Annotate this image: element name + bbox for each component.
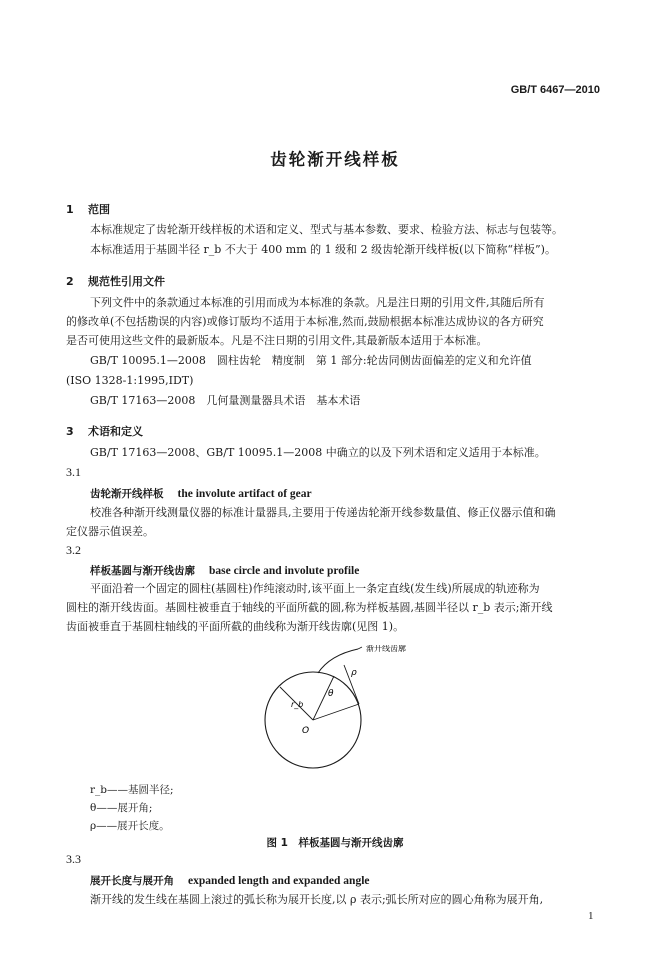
legend-item: r_b——基圆半径; [90,784,174,796]
legend-item: ρ——展开长度。 [90,820,170,832]
paragraph-line: 是否可使用这些文件的最新版本。凡是不注日期的引用文件,其最新版本适用于本标准。 [66,334,488,347]
reference-item-cont: (ISO 1328-1:1995,IDT) [66,374,194,387]
term-cn: 齿轮渐开线样板 [90,488,164,500]
paragraph: 本标准规定了齿轮渐开线样板的术语和定义、型式与基本参数、要求、检验方法、标志与包装等。 [90,223,563,236]
definition-line: 平面沿着一个固定的圆柱(基圆柱)作纯滚动时,该平面上一条定直线(发生线)所展成的轨迹称为 [90,582,540,595]
subsection-number: 3.2 [66,543,81,557]
section-number: 2 [66,275,74,288]
term-cn: 样板基圆与渐开线齿廓 [90,565,195,577]
legend-item: θ——展开角; [90,802,153,814]
subsection-number: 3.3 [66,852,81,866]
term-cn: 展开长度与展开角 [90,875,174,887]
term-en: the involute artifact of gear [177,488,312,500]
section-title: 范围 [88,203,110,216]
term-en: expanded length and expanded angle [188,875,370,887]
definition-line: 校准各种渐开线测量仪器的标准计量器具,主要用于传递齿轮渐开线参数量值、修正仪器示值和确 [90,506,556,519]
rho-label: ρ [351,668,357,678]
definition-line: 定仪器示值误差。 [66,525,154,538]
reference-item: GB/T 17163—2008 几何量测量器具术语 基本术语 [90,394,361,407]
section-1-heading [66,201,110,217]
section-title: 规范性引用文件 [88,275,165,288]
paragraph-line: 下列文件中的条款通过本标准的引用而成为本标准的条款。凡是注日期的引用文件,其随后所有 [90,296,545,309]
involute-label: 渐开线齿廓 [366,645,406,653]
term-heading [90,873,370,888]
theta-label: θ [328,689,334,699]
section-3-heading [66,423,143,439]
subsection-number: 3.1 [66,465,81,479]
section-2-heading [66,273,165,289]
section-number: 3 [66,425,74,438]
figure-caption: 图 1 样板基圆与渐开线齿廓 [266,837,404,849]
document-title: 齿轮渐开线样板 [270,150,400,169]
paragraph: 本标准适用于基圆半径 r_b 不大于 400 mm 的 1 级和 2 级齿轮渐开线样板(以下简称“样板”)。 [90,243,556,256]
page-number: 1 [588,910,594,922]
reference-item: GB/T 10095.1—2008 圆柱齿轮 精度制 第 1 部分:轮齿同侧齿面偏差的定义和允许值 [90,354,532,367]
definition-line: 圆柱的渐开线齿面。基圆柱被垂直于轴线的平面所截的圆,称为样板基圆,基圆半径以 r_b 表示;渐开线 [66,601,553,614]
section-title: 术语和定义 [88,425,143,438]
paragraph: GB/T 17163—2008、GB/T 10095.1—2008 中确立的以及下列术语和定义适用于本标准。 [90,446,546,459]
center-label: O [302,726,310,736]
rb-label: r_b [291,700,304,709]
term-heading [90,563,359,578]
paragraph-line: 的修改单(不包括勘误的内容)或修订版均不适用于本标准,然而,鼓励根据本标准达成协议的各方研究 [66,315,544,328]
involute-leader [358,647,362,649]
section-number: 1 [66,203,74,216]
figure-base-circle-involute [240,645,480,790]
term-en: base circle and involute profile [209,565,360,577]
term-heading [90,486,312,501]
standard-code: GB/T 6467—2010 [510,84,600,96]
definition-line: 渐开线的发生线在基圆上滚过的弧长称为展开长度,以 ρ 表示;弧长所对应的圆心角称为展开角, [90,893,544,906]
definition-line: 齿面被垂直于基圆柱轴线的平面所截的曲线称为渐开线齿廓(见图 1)。 [66,620,405,633]
